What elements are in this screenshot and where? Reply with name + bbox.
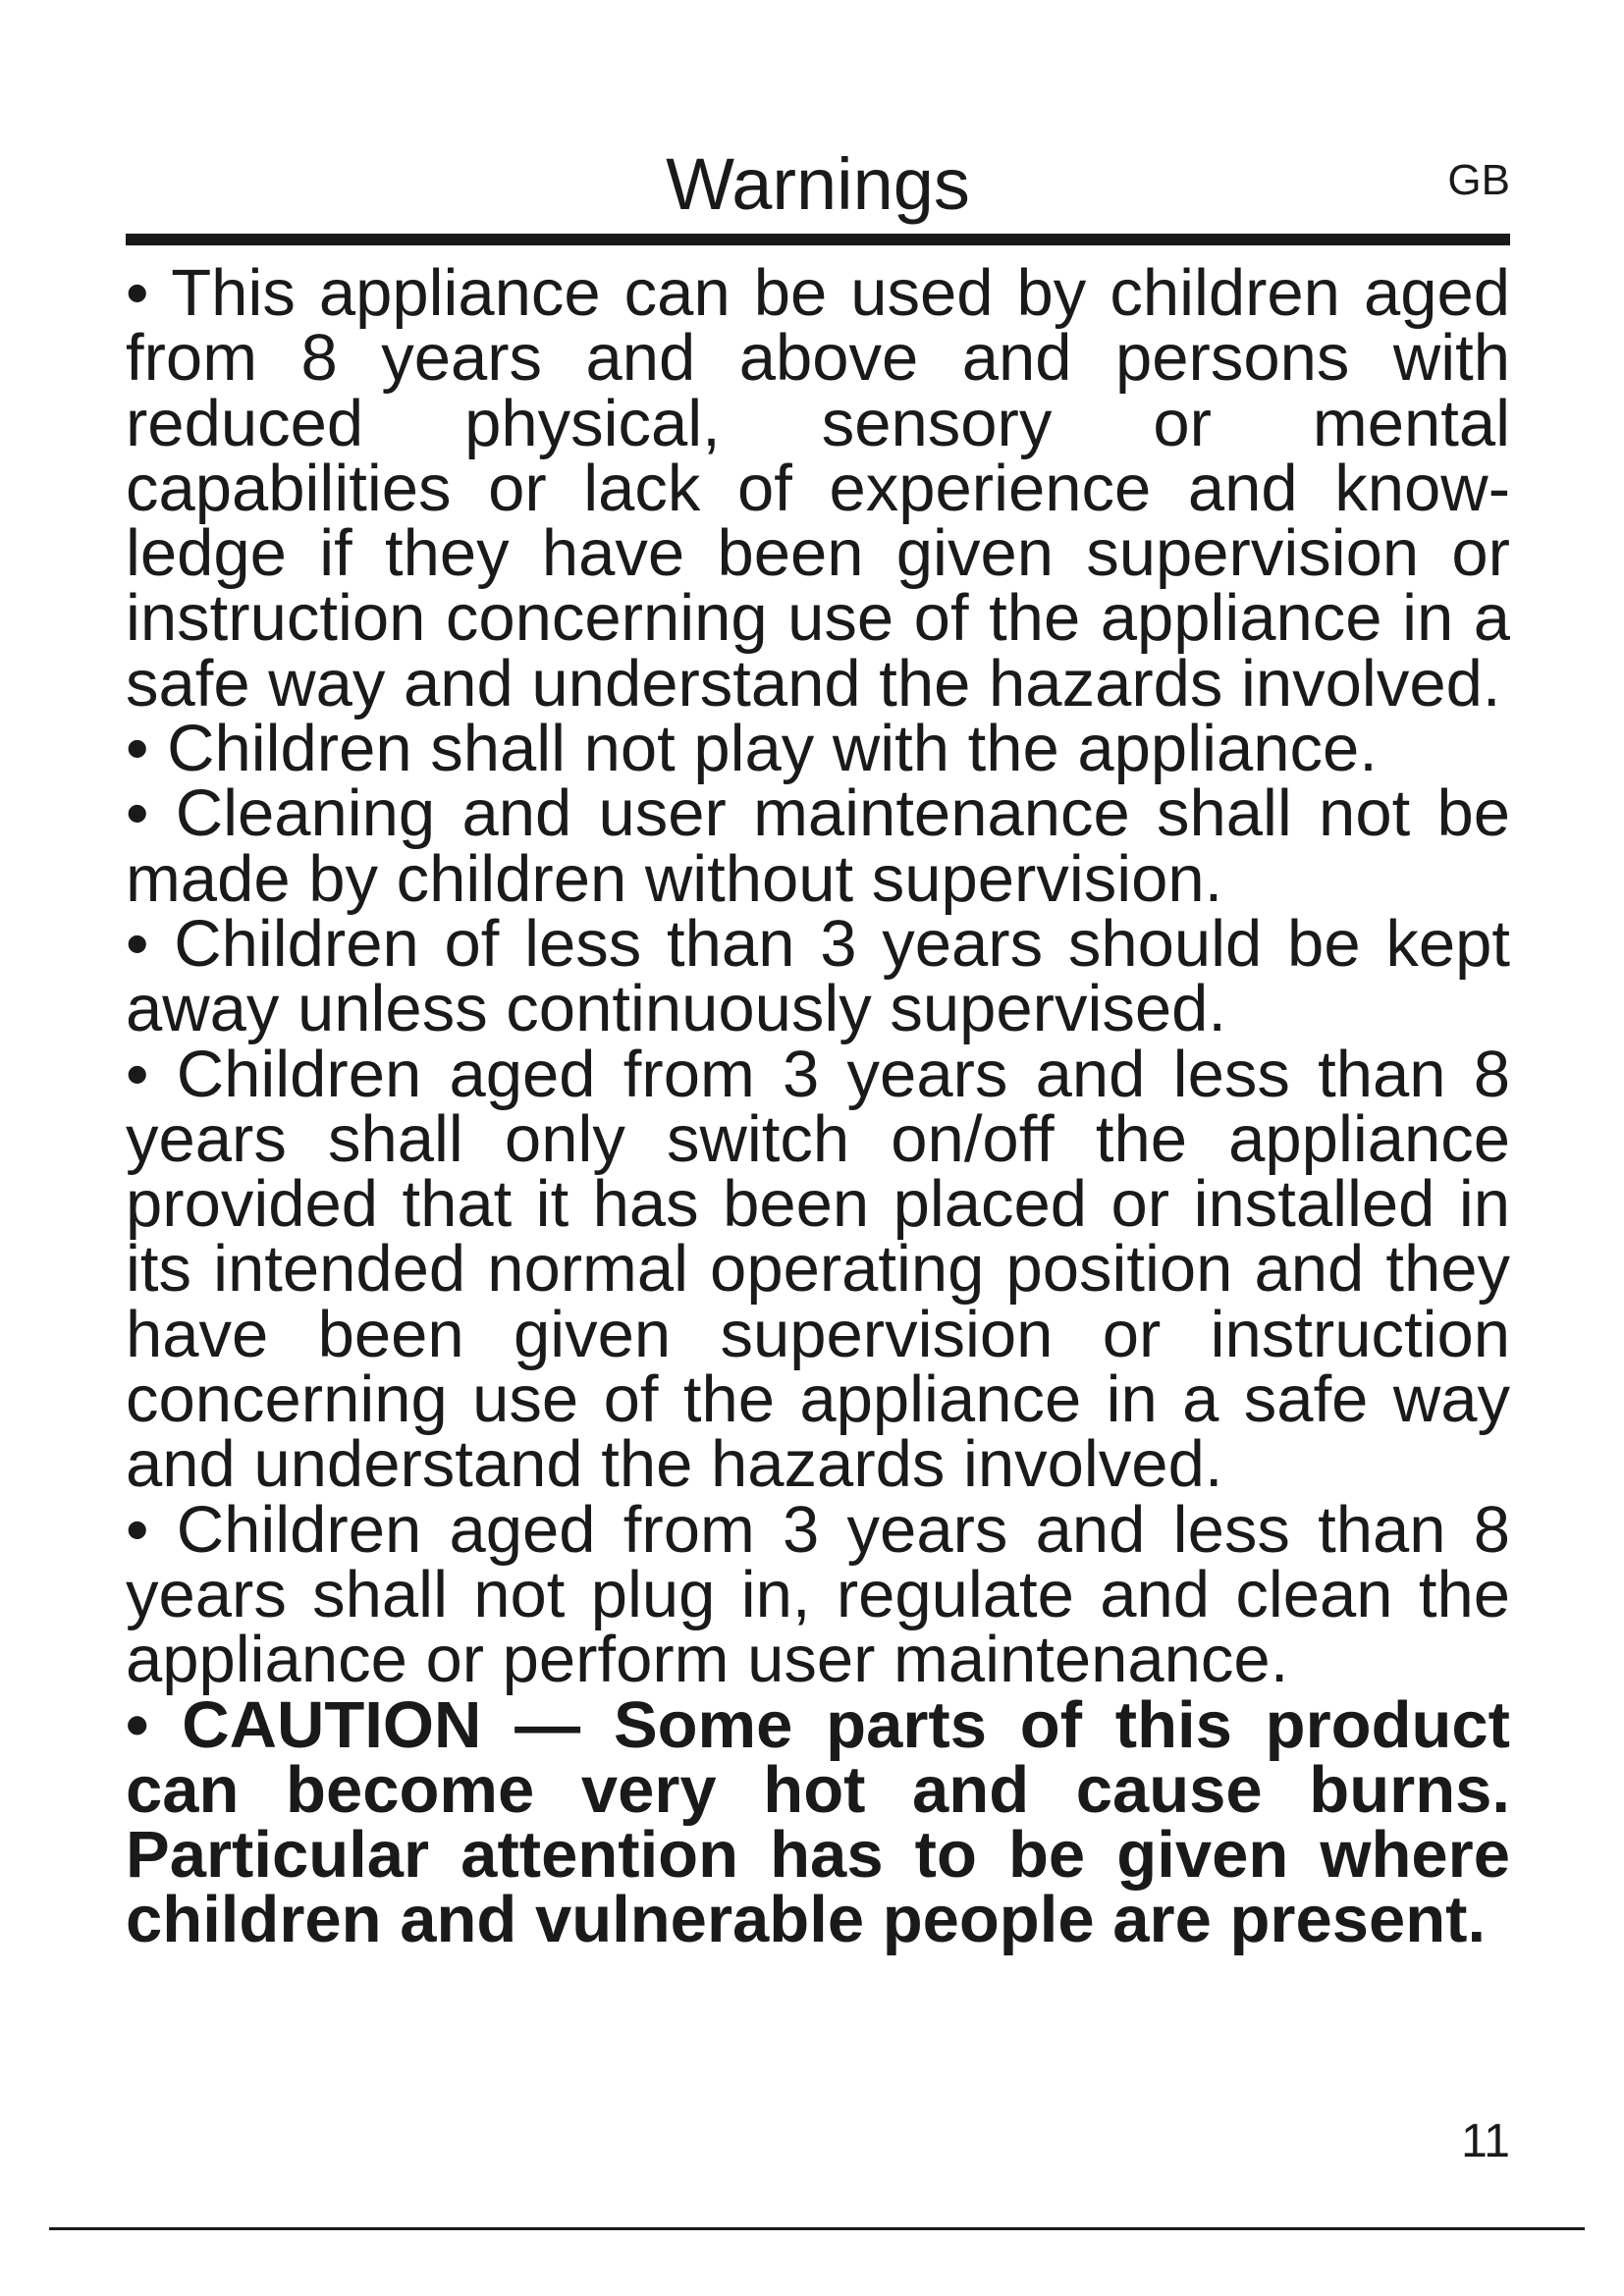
warning-paragraph-switch-on-off: • Children aged from 3 years and less than 8 years shall only switch on/off the appliance provided that it has been placed or installed in its intended normal operating position and they have been given supervision or instruction concerning use of the appliance in a safe way and understand the hazards involved. (126, 1037, 1510, 1502)
warnings-body (126, 256, 1510, 1957)
warning-paragraph-no-plug-in: • Children aged from 3 years and less than 8 years shall not plug in, regulate and clean the appliance or perform user maintenance. (126, 1492, 1510, 1697)
header-rule (126, 234, 1510, 245)
warning-paragraph-under-3: • Children of less than 3 years should be kept away unless continuously supervised. (126, 906, 1510, 1046)
caution-paragraph: • CAUTION — Some parts of this product can become very hot and cause burns. Particular attention has to be given where children and vulnerable people are present. (126, 1687, 1510, 1957)
page-number: 11 (1461, 2115, 1510, 2167)
warning-paragraph-no-play: • Children shall not play with the appliance. (126, 712, 1378, 786)
warning-paragraph-supervision: • This appliance can be used by children aged from 8 years and above and persons with reduced physical, sensory or mental capabilities or lack of experience and knowledge if they have been given supervision or instruction concerning use of the appliance in a safe way and understand the hazards involved. (126, 256, 1510, 721)
page-title: Warnings (666, 143, 970, 225)
footer-rule (49, 2227, 1585, 2230)
language-code: GB (1447, 156, 1510, 204)
page-header (126, 137, 1510, 232)
warning-paragraph-cleaning: • Cleaning and user maintenance shall not be made by children without supervision. (126, 776, 1510, 916)
